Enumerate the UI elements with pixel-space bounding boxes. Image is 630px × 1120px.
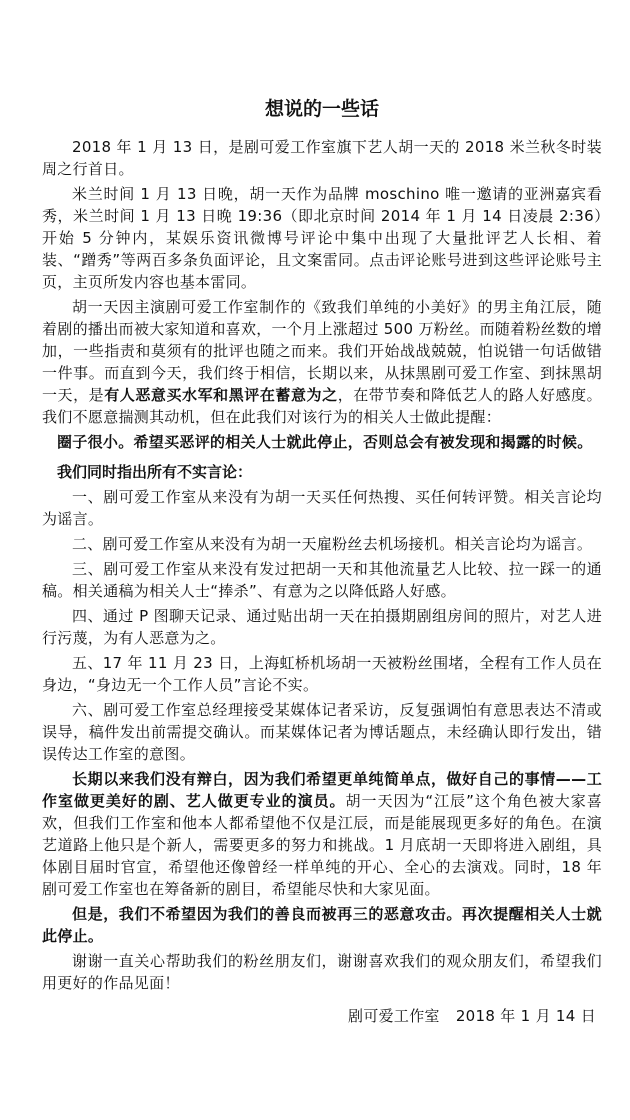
list-item: 四、通过 P 图聊天记录、通过贴出胡一天在拍摄期剧组房间的照片，对艺人进行污蔑，为有人恶意为之。: [42, 607, 602, 647]
background-text: 胡一天因主演剧可爱工作室制作的《致我们单纯的小美好》的男主角江辰，随着剧的播出而被大家知道和喜欢，一个月上涨超过 500 万粉丝。而随着粉丝数的增加，一些指责和莫须有的批评也随之而来。我们开始战战兢兢，怕说错一句话做错一件事。而直到今天，我们终于相信，长期以来，从抹黑剧可爱工作室、到抹黑胡一天，是: [42, 298, 602, 404]
paragraph-intro: 2018 年 1 月 13 日，是剧可爱工作室旗下艺人胡一天的 2018 米兰秋冬时装周之行首日。: [42, 138, 602, 178]
list-item: 三、剧可爱工作室从来没有发过把胡一天和其他流量艺人比较、拉一踩一的通稿。相关通稿为相关人士“捧杀”、有意为之以降低路人好感。: [42, 560, 602, 600]
background-text-end: ，在带节奏和降低艺人的路人好感度。我们不愿意揣测其动机，但在此我们对该行为的相关人士做此提醒：: [42, 386, 602, 426]
paragraph-background: [42, 296, 602, 428]
paragraph-thanks: 谢谢一直关心帮助我们的粉丝朋友们，谢谢喜欢我们的观众朋友们，希望我们用更好的作品见面！: [42, 952, 602, 992]
signature-date: 2018 年 1 月 14 日: [455, 1007, 596, 1025]
list-item: 一、剧可爱工作室从来没有为胡一天买任何热搜、买任何转评赞。相关言论均为谣言。: [42, 488, 602, 528]
list-item: 二、剧可爱工作室从来没有为胡一天雇粉丝去机场接机。相关言论均为谣言。: [72, 535, 593, 553]
future-text: 胡一天因为“江辰”这个角色被大家喜欢，但我们工作室和他本人都希望他不仅是江辰，而是能展现更多好的角色。在演艺道路上他只是个新人，需要更多的努力和挑战。1 月底胡一天即将进入剧组，具体剧目届时官宣，希望他还像曾经一样单纯的开心、全心的去演戏。同时，18 年剧可爱工作室也在筹备新的剧目，希望能尽快和大家见面。: [42, 792, 602, 898]
list-item: 六、剧可爱工作室总经理接受某媒体记者采访，反复强调怕有意思表达不清或误导，稿件发出前需提交确认。而某媒体记者为博话题点，未经确认即行发出，错误传达工作室的意图。: [42, 701, 602, 763]
warning-paragraph: 圈子很小。希望买恶评的相关人士就此停止，否则总会有被发现和揭露的时候。: [57, 433, 593, 451]
future-bold-text: 长期以来我们没有辩白，因为我们希望更单纯简单点，做好自己的事情——工作室做更美好的剧、艺人做更专业的演员。: [42, 770, 602, 810]
list-item: 五、17 年 11 月 23 日，上海虹桥机场胡一天被粉丝围堵，全程有工作人员在身边，“身边无一个工作人员”言论不实。: [42, 654, 602, 694]
paragraph-incident: 米兰时间 1 月 13 日晚，胡一天作为品牌 moschino 唯一邀请的亚洲嘉宾看秀，米兰时间 1 月 13 日晚 19:36（即北京时间 2014 年 1 月 14 日凌晨 2:36）开始 5 分钟内，某娱乐资讯微博号评论中集中出现了大量批评艺人长相、着装、“蹭秀”等两百多条负面评论，且文案雷同。点击评论账号进到这些评论账号主页，主页所发内容也基本雷同。: [42, 185, 602, 291]
background-bold-text: 有人恶意买水军和黑评在蓄意为之: [104, 386, 338, 404]
signature-name: 剧可爱工作室: [348, 1007, 440, 1025]
paragraph-final-warning: 但是，我们不希望因为我们的善良而被再三的恶意攻击。再次提醒相关人士就此停止。: [42, 905, 602, 945]
false-claims-heading: 我们同时指出所有不实言论：: [57, 463, 253, 481]
document-title: 想说的一些话: [264, 98, 379, 120]
signature: [348, 1005, 596, 1027]
paragraph-future: [42, 768, 602, 900]
